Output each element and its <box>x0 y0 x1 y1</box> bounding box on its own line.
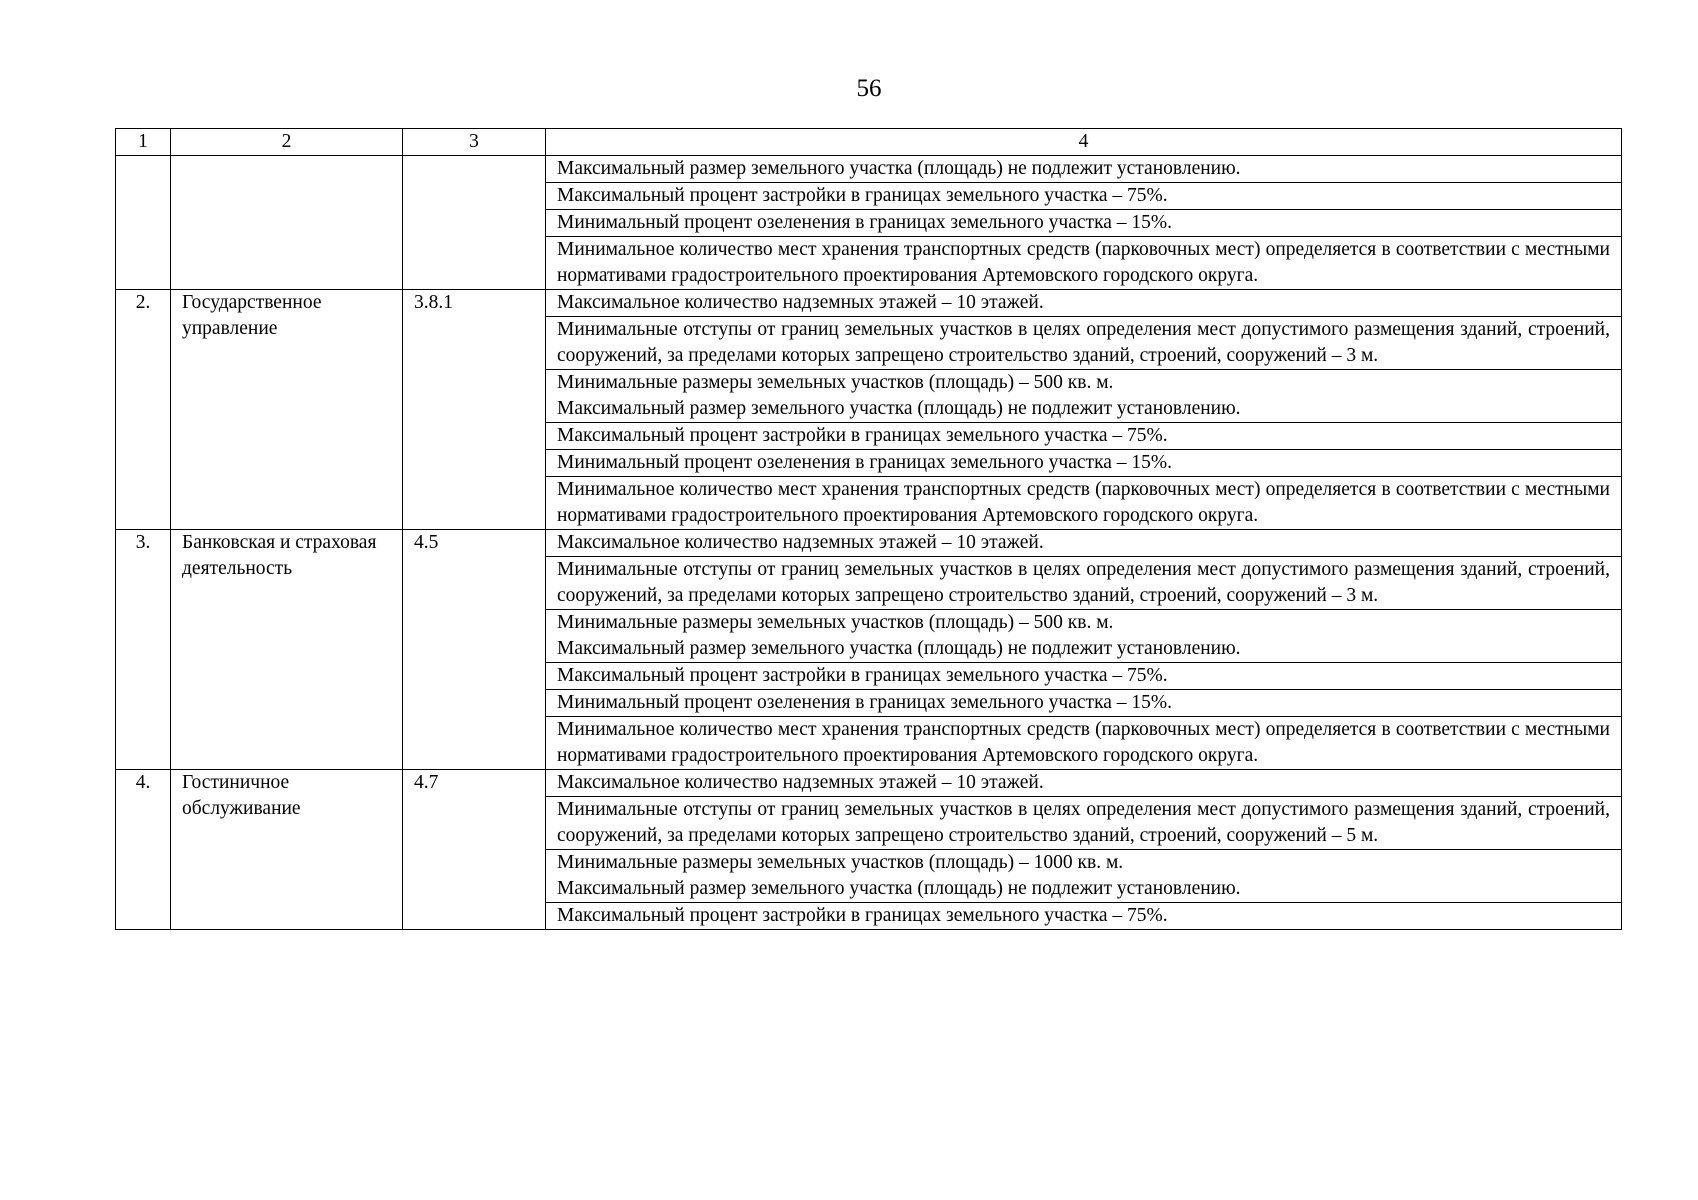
table-row <box>116 156 1622 183</box>
requirement-cell <box>546 423 1622 450</box>
requirement-text: Максимальный размер земельного участка (площадь) не подлежит установлению. <box>557 158 1241 179</box>
use-code-cell: 3.8.1 <box>403 290 546 530</box>
requirement-cell <box>546 903 1622 930</box>
requirement-text: Максимальное количество надземных этажей – 10 этажей. <box>557 292 1044 313</box>
table-body <box>116 156 1622 930</box>
row-number-cell: 4. <box>116 770 171 930</box>
column-header: 4 <box>546 129 1622 156</box>
requirement-text: Максимальный размер земельного участка (площадь) не подлежит установлению. <box>557 878 1241 899</box>
requirement-cell <box>546 290 1622 317</box>
requirement-text: Минимальное количество мест хранения транспортных средств (парковочных мест) определяется в соответствии с местными нормативами градостроительного проектирования Артемовского городского округа. <box>557 479 1610 526</box>
requirement-text: Минимальное количество мест хранения транспортных средств (парковочных мест) определяется в соответствии с местными нормативами градостроительного проектирования Артемовского городского округа. <box>557 719 1610 766</box>
requirement-cell <box>546 237 1622 290</box>
requirement-text: Минимальное количество мест хранения транспортных средств (парковочных мест) определяется в соответствии с местными нормативами градостроительного проектирования Артемовского городского округа. <box>557 239 1610 286</box>
use-code-cell: 4.5 <box>403 530 546 770</box>
requirement-cell <box>546 663 1622 690</box>
use-name-cell: Государственное управление <box>171 290 403 530</box>
row-number-cell: 3. <box>116 530 171 770</box>
requirement-text: Минимальные отступы от границ земельных участков в целях определения мест допустимого размещения зданий, строений, сооружений, за пределами которых запрещено строительство зданий, строений, сооружений – 3 м. <box>557 319 1610 366</box>
requirement-text: Максимальный процент застройки в границах земельного участка – 75%. <box>557 185 1168 206</box>
requirement-text: Минимальные отступы от границ земельных участков в целях определения мест допустимого размещения зданий, строений, сооружений, за пределами которых запрещено строительство зданий, строений, сооружений – 5 м. <box>557 799 1610 846</box>
use-code-cell <box>403 156 546 290</box>
table-row <box>116 770 1622 797</box>
requirement-cell <box>546 156 1622 183</box>
requirement-cell <box>546 450 1622 477</box>
requirement-cell <box>546 797 1622 850</box>
requirement-cell <box>546 370 1622 423</box>
column-header: 2 <box>171 129 403 156</box>
requirement-cell <box>546 530 1622 557</box>
requirement-text: Максимальное количество надземных этажей – 10 этажей. <box>557 772 1044 793</box>
requirement-cell <box>546 770 1622 797</box>
requirement-cell <box>546 717 1622 770</box>
column-header: 1 <box>116 129 171 156</box>
use-code-cell: 4.7 <box>403 770 546 930</box>
use-name-cell <box>171 156 403 290</box>
requirement-text: Максимальный размер земельного участка (площадь) не подлежит установлению. <box>557 398 1241 419</box>
requirement-cell <box>546 477 1622 530</box>
header-row <box>116 129 1622 156</box>
requirement-text: Минимальные размеры земельных участков (площадь) – 500 кв. м. <box>557 612 1114 633</box>
regulations-table <box>115 128 1622 930</box>
requirement-cell <box>546 610 1622 663</box>
requirement-text: Максимальное количество надземных этажей – 10 этажей. <box>557 532 1044 553</box>
requirement-cell <box>546 317 1622 370</box>
requirement-cell <box>546 557 1622 610</box>
requirement-cell <box>546 210 1622 237</box>
table-row <box>116 290 1622 317</box>
requirement-cell <box>546 850 1622 903</box>
requirement-text: Максимальный процент застройки в границах земельного участка – 75%. <box>557 665 1168 686</box>
requirement-cell <box>546 690 1622 717</box>
requirement-text: Минимальный процент озеленения в границах земельного участка – 15%. <box>557 212 1173 233</box>
row-number-cell <box>116 156 171 290</box>
requirement-text: Минимальный процент озеленения в границах земельного участка – 15%. <box>557 692 1173 713</box>
use-name-cell: Гостиничное обслуживание <box>171 770 403 930</box>
requirement-text: Минимальные отступы от границ земельных участков в целях определения мест допустимого размещения зданий, строений, сооружений, за пределами которых запрещено строительство зданий, строений, сооружений – 3 м. <box>557 559 1610 606</box>
row-number-cell: 2. <box>116 290 171 530</box>
requirement-cell <box>546 183 1622 210</box>
requirement-text: Минимальный процент озеленения в границах земельного участка – 15%. <box>557 452 1173 473</box>
requirement-text: Максимальный процент застройки в границах земельного участка – 75%. <box>557 905 1168 926</box>
column-header: 3 <box>403 129 546 156</box>
requirement-text: Минимальные размеры земельных участков (площадь) – 500 кв. м. <box>557 372 1114 393</box>
requirement-text: Максимальный процент застройки в границах земельного участка – 75%. <box>557 425 1168 446</box>
use-name-cell: Банковская и страховая деятельность <box>171 530 403 770</box>
requirement-text: Минимальные размеры земельных участков (площадь) – 1000 кв. м. <box>557 852 1124 873</box>
requirement-text: Максимальный размер земельного участка (площадь) не подлежит установлению. <box>557 638 1241 659</box>
table-row <box>116 530 1622 557</box>
page-number: 56 <box>856 75 882 102</box>
